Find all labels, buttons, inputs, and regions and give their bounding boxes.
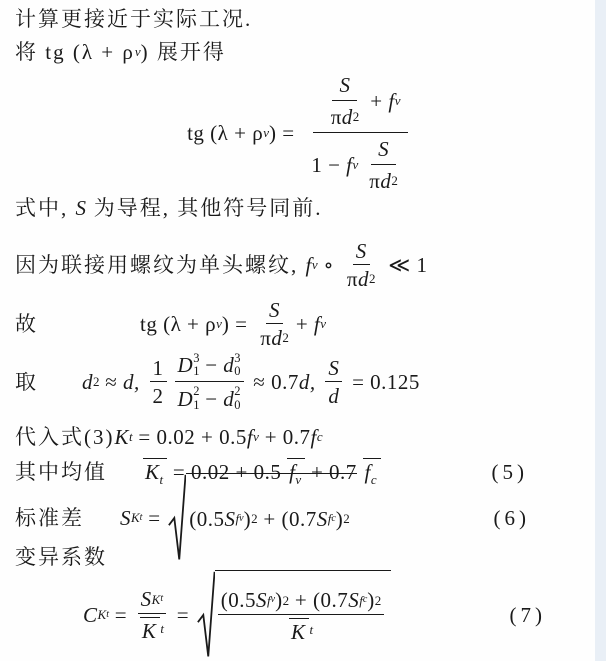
para5 — [15, 545, 592, 569]
mean-overline — [363, 458, 381, 487]
mvar: f — [364, 459, 371, 484]
mvar: D — [177, 386, 194, 411]
msub: K — [131, 509, 140, 525]
mtext: = — [142, 505, 167, 530]
para1-text: 计算更接近于实际工况. — [15, 7, 253, 31]
para5-text: 变异系数 — [15, 545, 107, 569]
radical-sign-icon — [197, 570, 215, 660]
mean-overline — [140, 617, 161, 642]
approx-symbol: ≈ 0.7 — [247, 369, 299, 394]
big-fraction — [304, 74, 416, 192]
mtext: (0.7 — [281, 506, 317, 531]
equation-tg-simple — [15, 299, 592, 349]
mtext: tg (λ + ρ — [140, 311, 217, 336]
msub: 0 — [234, 397, 241, 412]
msub: t — [160, 621, 164, 637]
ring-operator: ∘ — [317, 252, 340, 277]
mvar: K — [290, 619, 306, 644]
pi-symbol: π — [260, 326, 272, 350]
mtext: ) — [243, 506, 252, 531]
mtext: + 0.7 — [258, 424, 311, 449]
mtext: (0.5 — [189, 506, 225, 531]
msub: v — [311, 256, 318, 272]
msub: v — [216, 315, 222, 331]
para2 — [15, 40, 592, 64]
msub: v — [134, 43, 141, 59]
mvar: f — [346, 153, 353, 178]
equation-number: (5) — [491, 459, 528, 484]
para1 — [15, 7, 592, 31]
mtext: 1 − — [311, 153, 347, 178]
msub: K — [97, 606, 107, 622]
msub: 0 — [234, 364, 241, 379]
mvar: d, — [123, 369, 146, 394]
msub: t — [309, 622, 314, 638]
mvar: f — [388, 88, 395, 113]
msubsub: v — [270, 594, 276, 606]
mtext: ) = — [268, 120, 301, 145]
mvar: d — [271, 326, 283, 350]
mvar: f — [246, 424, 254, 449]
mvar: S — [120, 505, 131, 530]
msup: 2 — [343, 510, 350, 526]
right-edge-strip — [595, 0, 606, 661]
mtext: + — [370, 88, 389, 113]
mtext: = 0.125 — [346, 369, 420, 394]
radicand — [215, 570, 392, 660]
mvar: d — [380, 169, 392, 194]
mvar: S — [316, 506, 328, 531]
eq-label: 其中均值 — [15, 459, 107, 484]
msubsub: t — [139, 512, 143, 524]
mvar: S — [378, 137, 390, 161]
approx-symbol: ≈ — [99, 369, 124, 394]
mvar: S — [348, 588, 360, 613]
fraction-diameter-ratio — [175, 352, 244, 413]
mtext: = — [170, 602, 195, 627]
msubsub: c — [331, 513, 336, 525]
mtext: (0.5 — [220, 588, 257, 613]
mtext: ) = — [221, 311, 254, 336]
equation-take — [15, 352, 592, 412]
pi-symbol: π — [346, 267, 359, 291]
fraction-s-over-d — [325, 357, 342, 407]
mtext: − — [199, 386, 224, 411]
mvar: C — [83, 602, 98, 627]
mvar: K — [141, 618, 157, 643]
mvar: d — [223, 353, 235, 378]
mvar: d — [341, 104, 353, 129]
fraction-under-radical — [218, 589, 385, 642]
mvar: f — [313, 311, 321, 336]
mvar: D — [177, 353, 194, 378]
mtext: tg (λ + ρ — [187, 120, 264, 145]
mvar: K — [145, 459, 160, 484]
fraction-s-over-pid2 — [324, 74, 367, 128]
mvar: S — [269, 297, 281, 322]
para3 — [15, 196, 592, 220]
msubsub: t — [160, 593, 164, 605]
mtext: ) — [335, 506, 344, 531]
mtext: ) — [275, 588, 283, 613]
equation-7 — [15, 574, 592, 656]
mvar: d — [223, 386, 235, 411]
mtext: + 0.7 — [305, 459, 363, 484]
msubsub: t — [106, 609, 109, 621]
mtext: ) — [367, 588, 375, 613]
msub: v — [253, 428, 259, 444]
msub: f — [327, 510, 332, 526]
mvar: d — [328, 384, 340, 408]
mean-overline — [143, 458, 167, 487]
fraction-one-half — [150, 357, 167, 407]
msubsub: c — [362, 594, 368, 606]
mnum: 1 — [152, 355, 164, 380]
msub: v — [295, 471, 302, 487]
msub: c — [316, 428, 323, 444]
big-fraction-denominator — [304, 133, 416, 192]
msub: 2 — [282, 330, 289, 346]
mvar: S — [328, 355, 340, 380]
msub: K — [151, 591, 161, 607]
fraction-s-over-pid2 — [344, 240, 379, 290]
mtext: (0.7 — [312, 588, 349, 613]
msub: t — [159, 471, 164, 487]
square-root — [197, 570, 392, 660]
equation-number: (6) — [493, 505, 530, 530]
mvar: S — [355, 238, 367, 263]
mvar: S — [339, 72, 351, 97]
mvar: S — [256, 588, 268, 613]
msub: f — [359, 592, 363, 608]
mvar: f — [310, 424, 317, 449]
mvar: d — [82, 369, 93, 394]
msub: f — [235, 510, 240, 526]
msub: 2 — [352, 109, 360, 125]
para3-a: 式中, — [15, 196, 76, 220]
fraction-s-over-pid2 — [362, 138, 405, 192]
equation-kt — [15, 421, 592, 453]
mean-overline — [289, 618, 310, 643]
mtext: − — [199, 353, 224, 378]
msup: 2 — [251, 510, 258, 526]
fraction-sk-over-kbar — [137, 588, 167, 641]
para2-b: ) 展开得 — [140, 40, 226, 64]
msup: 2 — [193, 384, 200, 398]
msupsub — [234, 352, 240, 380]
msup: 3 — [193, 350, 200, 365]
msup: 2 — [234, 384, 241, 398]
eq-label: 取 — [15, 369, 38, 394]
equation-tg-expanded — [15, 72, 592, 194]
mtext: + — [295, 311, 314, 336]
msub: c — [370, 471, 377, 487]
mvar: f — [289, 459, 296, 484]
equation-6 — [15, 495, 592, 541]
mtext: + — [257, 506, 282, 531]
msup: 3 — [234, 350, 241, 365]
big-fraction-numerator — [313, 74, 408, 133]
msub: 1 — [193, 364, 200, 379]
msub: 2 — [391, 173, 398, 189]
para4-a: 因为联接用螺纹为单头螺纹, — [15, 252, 306, 277]
mvar: d — [358, 267, 370, 291]
msubsub: v — [239, 513, 244, 525]
msub: 2 — [93, 373, 100, 389]
para2-a: 将 tg (λ + ρ — [15, 40, 135, 64]
mvar: S — [140, 587, 152, 612]
mtext: = 0.02 + 0.5 — [167, 459, 288, 484]
msup: 2 — [374, 592, 382, 608]
msup: 2 — [282, 592, 290, 608]
eq-label: 标准差 — [15, 505, 84, 530]
para4 — [15, 237, 592, 293]
eq-label: 代入式(3) — [15, 424, 115, 449]
fraction-s-over-pid2 — [257, 299, 292, 349]
mvar: S — [75, 196, 87, 220]
msub: 1 — [193, 397, 200, 412]
mvar: K — [114, 424, 130, 449]
msub: v — [263, 124, 269, 140]
mtext: = 0.02 + 0.5 — [132, 424, 247, 449]
msub: f — [267, 592, 271, 608]
msub: v — [352, 157, 359, 173]
mtext: = — [108, 602, 133, 627]
mvar: f — [305, 252, 312, 277]
msub: t — [129, 428, 133, 444]
mvar: S — [224, 506, 236, 531]
msupsub — [234, 385, 240, 413]
eq-label: 故 — [15, 311, 38, 336]
mtext: + — [289, 588, 313, 613]
mvar: d, — [298, 369, 322, 394]
msub: 2 — [369, 271, 376, 287]
much-less-than: ≪ 1 — [382, 252, 428, 277]
msub: v — [320, 315, 327, 331]
pi-symbol: π — [330, 104, 342, 129]
para3-b: 为导程, 其他符号同前. — [86, 196, 323, 220]
pi-symbol: π — [369, 169, 381, 194]
mnum: 2 — [152, 384, 164, 408]
msub: v — [394, 93, 401, 109]
equation-number: (7) — [509, 602, 546, 627]
